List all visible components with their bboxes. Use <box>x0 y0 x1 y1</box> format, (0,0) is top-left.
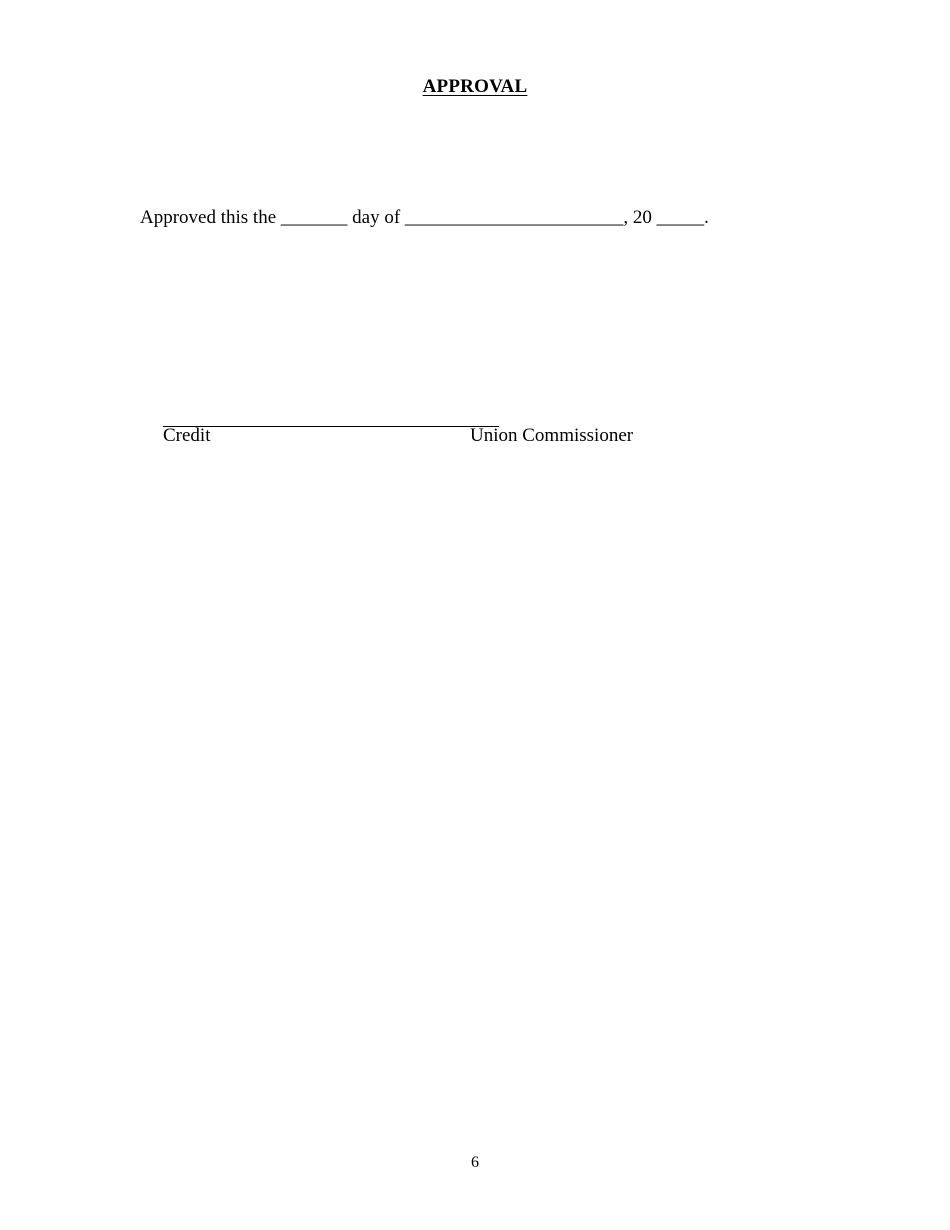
signature-line <box>163 426 499 427</box>
approval-date-line: Approved this the _______ day of _______________________, 20 _____. <box>140 207 709 228</box>
signature-label-credit: Credit <box>163 425 211 446</box>
document-title: APPROVAL <box>422 76 528 97</box>
signature-label-union-commissioner: Union Commissioner <box>470 425 634 446</box>
page-number: 6 <box>471 1154 479 1171</box>
